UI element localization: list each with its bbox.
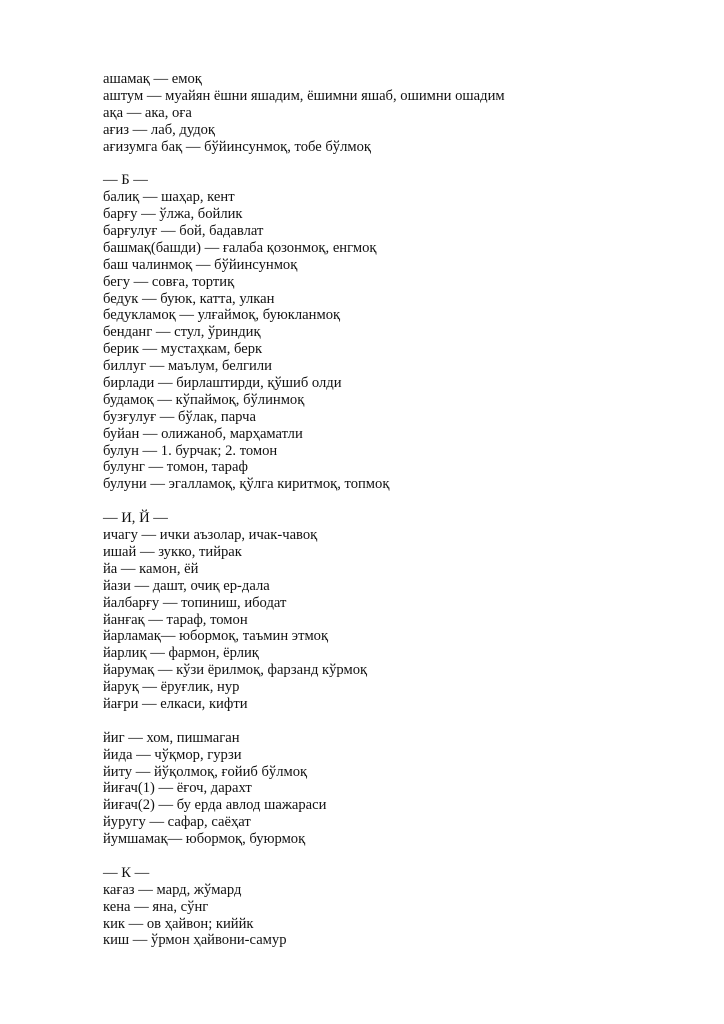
glossary-entry: кағаз — мард, жўмард: [103, 881, 242, 898]
glossary-entry: булунг — томон, тараф: [103, 459, 248, 476]
glossary-entry: кена — яна, сўнг: [103, 898, 209, 915]
section-spacer: [103, 493, 703, 510]
glossary-entry: йаруқ — ёруғлик, нур: [103, 679, 240, 696]
glossary-entry: йарлиқ — фармон, ёрлиқ: [103, 645, 259, 662]
glossary-entry: бенданг — стул, ўриндиқ: [103, 324, 261, 341]
glossary-entry: ашамақ — емоқ: [103, 71, 202, 87]
glossary-entry: бирлади — бирлаштирди, қўшиб олди: [103, 375, 342, 392]
glossary-entry: йа — камон, ёй: [103, 560, 199, 577]
glossary-entry: йағри — елкаси, кифти: [103, 695, 248, 712]
section-heading: — И, Й —: [103, 510, 168, 527]
glossary-entry: йарламақ— юбормоқ, таъмин этмоқ: [103, 628, 329, 645]
section-spacer: [103, 848, 703, 865]
section-heading: — К —: [103, 864, 150, 881]
glossary-page: [103, 71, 703, 949]
glossary-section: [103, 730, 703, 848]
glossary-entry: йиғач(2) — бу ерда авлод шажараси: [103, 797, 327, 814]
glossary-entry: ичагу — ички аъзолар, ичак-чавоқ: [103, 527, 318, 544]
glossary-entry: ақа — ака, оға: [103, 104, 192, 121]
glossary-entry: аштум — муайян ёшни яшадим, ёшимни яшаб, ошимни ошадим: [103, 87, 505, 104]
glossary-section: [103, 510, 703, 713]
glossary-entry: ишай — зукко, тийрак: [103, 543, 242, 560]
glossary-entry: йази — дашт, очиқ ер-дала: [103, 577, 270, 594]
glossary-entry: берик — мустаҳкам, берк: [103, 341, 263, 358]
glossary-entry: йида — чўқмор, гурзи: [103, 746, 242, 763]
glossary-entry: йиг — хом, пишмаган: [103, 729, 240, 746]
glossary-entry: бегу — совға, тортиқ: [103, 273, 235, 290]
glossary-entry: йиғач(1) — ёғоч, дарахт: [103, 780, 252, 797]
section-spacer: [103, 155, 703, 172]
glossary-entry: барғулуғ — бой, бадавлат: [103, 223, 264, 240]
glossary-section: [103, 71, 703, 155]
glossary-entry: ағизумга бақ — бўйинсунмоқ, тобе бўлмоқ: [103, 138, 371, 155]
glossary-section: [103, 865, 703, 949]
glossary-entry: бедукламоқ — улғаймоқ, буюкланмоқ: [103, 307, 341, 324]
glossary-entry: йумшамақ— юбормоқ, буюрмоқ: [103, 831, 306, 848]
glossary-section: [103, 172, 703, 493]
glossary-entry: йиту — йўқолмоқ, ғойиб бўлмоқ: [103, 763, 308, 780]
glossary-entry: будамоқ — кўпаймоқ, бўлинмоқ: [103, 391, 305, 408]
glossary-entry: ағиз — лаб, дудоқ: [103, 121, 216, 138]
glossary-entry: киш — ўрмон ҳайвони-самур: [103, 932, 287, 949]
glossary-entry: башмақ(башди) — ғалаба қозонмоқ, енгмоқ: [103, 239, 377, 256]
glossary-entry: йарумақ — кўзи ёрилмоқ, фарзанд кўрмоқ: [103, 662, 368, 679]
glossary-entry: барғу — ўлжа, бойлик: [103, 206, 243, 223]
glossary-entry: балиқ — шаҳар, кент: [103, 189, 235, 206]
section-spacer: [103, 713, 703, 730]
glossary-entry: баш чалинмоқ — бўйинсунмоқ: [103, 256, 298, 273]
glossary-entry: кик — ов ҳайвон; киййк: [103, 915, 254, 932]
glossary-entry: йуругу — сафар, саёҳат: [103, 814, 251, 831]
glossary-entry: бедук — буюк, катта, улкан: [103, 290, 275, 307]
glossary-entry: йалбарғу — топиниш, ибодат: [103, 594, 287, 611]
glossary-entry: йанғақ — тараф, томон: [103, 611, 248, 628]
glossary-entry: биллуг — маълум, белгили: [103, 358, 272, 375]
glossary-entry: булун — 1. бурчак; 2. томон: [103, 442, 278, 459]
glossary-entry: буйан — олижаноб, марҳаматли: [103, 425, 303, 442]
glossary-entry: булуни — эгалламоқ, қўлга киритмоқ, топмоқ: [103, 476, 390, 493]
glossary-entry: бузғулуғ — бўлак, парча: [103, 408, 256, 425]
section-heading: — Б —: [103, 172, 148, 189]
